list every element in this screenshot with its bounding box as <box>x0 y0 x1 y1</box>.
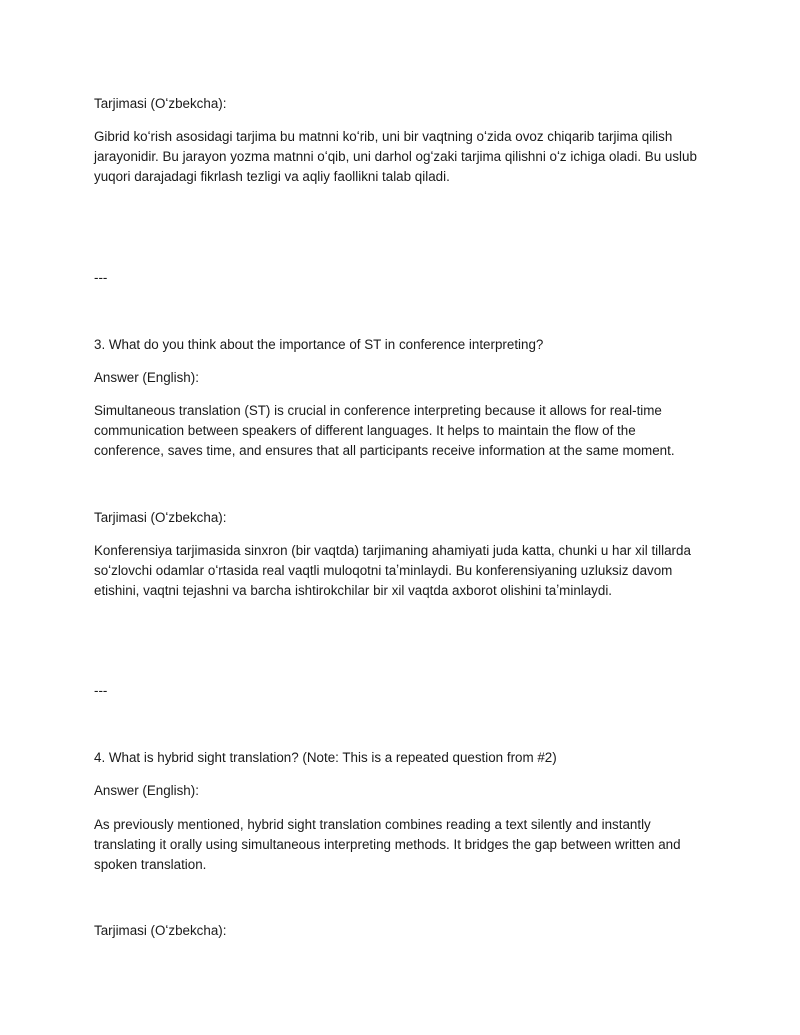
answer-label-3: Answer (English): <box>94 370 199 385</box>
text-line: As previously mentioned, hybrid sight translation combines reading a text silently and instantly <box>94 817 651 832</box>
text-line: jarayonidir. Bu jarayon yozma matnni oʻqib, uni darhol ogʻzaki tarjima qilishni oʻz ichiga oladi. Bu uslub <box>94 149 697 164</box>
text-line: Simultaneous translation (ST) is crucial in conference interpreting because it allows for real-time <box>94 403 662 418</box>
separator-2: --- <box>94 683 108 698</box>
answer-label-4: Answer (English): <box>94 783 199 798</box>
text-line: conference, saves time, and ensures that all participants receive information at the same moment. <box>94 443 675 458</box>
text-line: soʻzlovchi odamlar oʻrtasida real vaqtli muloqotni taʼminlaydi. Bu konferensiyaning uzluksiz davom <box>94 563 673 578</box>
translation-label-3: Tarjimasi (Oʻzbekcha): <box>94 510 227 525</box>
answer-paragraph-4 <box>94 815 714 875</box>
text-line: etishini, vaqtni tejashni va barcha ishtirokchilar bir xil vaqtda axborot olishini taʼminlaydi. <box>94 583 613 598</box>
translation-label-1: Tarjimasi (Oʻzbekcha): <box>94 96 227 111</box>
translation-paragraph-1 <box>94 127 714 187</box>
separator-1: --- <box>94 270 108 285</box>
text-line: spoken translation. <box>94 857 207 872</box>
text-line: Konferensiya tarjimasida sinxron (bir vaqtda) tarjimaning ahamiyati juda katta, chunki u har xil tillarda <box>94 543 691 558</box>
translation-paragraph-3 <box>94 541 714 601</box>
text-line: Gibrid koʻrish asosidagi tarjima bu matnni koʻrib, uni bir vaqtning oʻzida ovoz chiqarib tarjima qilish <box>94 129 673 144</box>
answer-paragraph-3 <box>94 401 714 461</box>
translation-label-4: Tarjimasi (Oʻzbekcha): <box>94 923 227 938</box>
question-4: 4. What is hybrid sight translation? (Note: This is a repeated question from #2) <box>94 750 557 765</box>
text-line: communication between speakers of different languages. It helps to maintain the flow of the <box>94 423 636 438</box>
text-line: yuqori darajadagi fikrlash tezligi va aqliy faollikni talab qiladi. <box>94 169 450 184</box>
text-line: translating it orally using simultaneous interpreting methods. It bridges the gap between written and <box>94 837 681 852</box>
question-3: 3. What do you think about the importance of ST in conference interpreting? <box>94 337 544 352</box>
